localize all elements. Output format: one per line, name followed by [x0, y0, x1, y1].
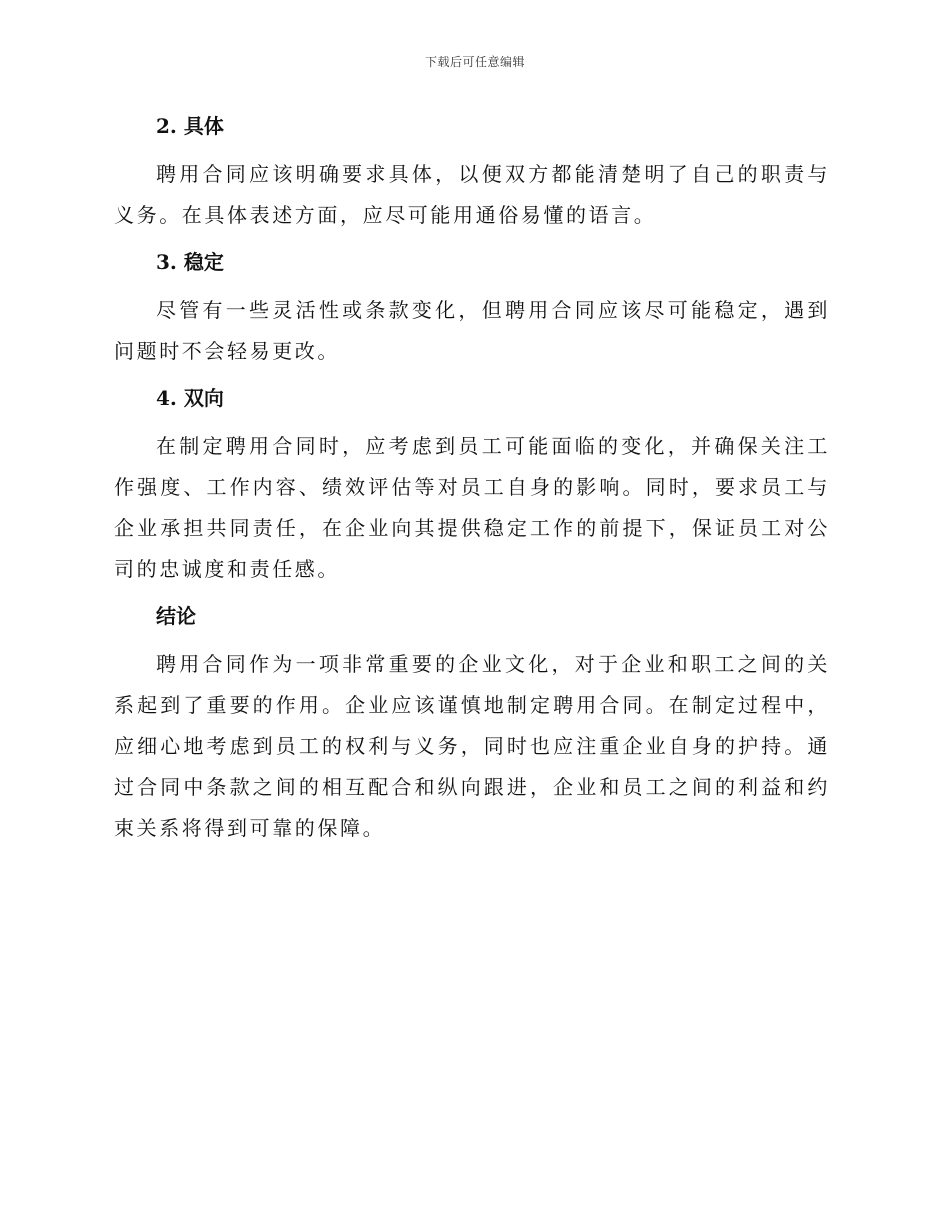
header-note: 下载后可任意编辑 [424, 55, 525, 69]
section-paragraph-conclusion: 聘用合同作为一项非常重要的企业文化，对于企业和职工之间的关系起到了重要的作用。企业应该谨慎地制定聘用合同。在制定过程中，应细心地考虑到员工的权利与义务，同时也应注重企业自身的护持。通过合同中条款之间的相互配合和纵向跟进，企业和员工之间的利益和约束关系将得到可靠的保障。 [114, 652, 830, 840]
section-heading-specific: 2. 具体 [156, 114, 224, 138]
section-heading-stable: 3. 稳定 [156, 250, 224, 274]
section-paragraph-stable: 尽管有一些灵活性或条款变化，但聘用合同应该尽可能稳定，遇到问题时不会轻易更改。 [114, 298, 830, 363]
section-paragraph-specific: 聘用合同应该明确要求具体，以便双方都能清楚明了自己的职责与义务。在具体表述方面，应尽可能用通俗易懂的语言。 [114, 162, 830, 227]
section-heading-conclusion: 结论 [156, 604, 196, 628]
document-body [114, 110, 830, 855]
section-heading-bidirectional: 4. 双向 [156, 386, 224, 410]
section-paragraph-bidirectional: 在制定聘用合同时，应考虑到员工可能面临的变化，并确保关注工作强度、工作内容、绩效评估等对员工自身的影响。同时，要求员工与企业承担共同责任，在企业向其提供稳定工作的前提下，保证员工对公司的忠诚度和责任感。 [114, 434, 830, 581]
